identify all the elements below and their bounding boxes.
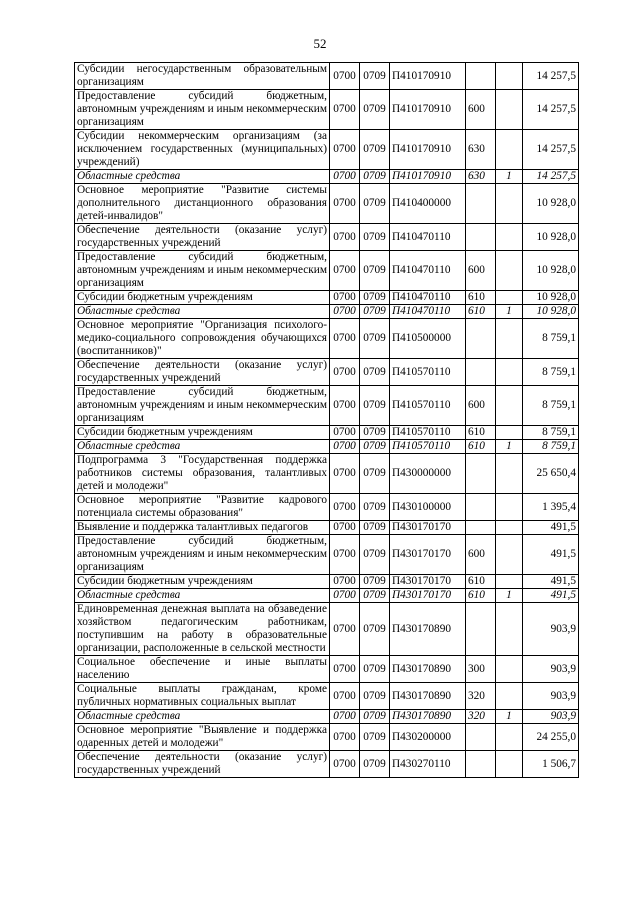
- row-source-code: [496, 319, 523, 359]
- row-name: Единовременная денежная выплата на обзаведение хозяйством педагогическим работникам, поступившим на работу в образовательные организации, расположенные в сельской местности: [75, 603, 330, 656]
- row-source-code: 1: [496, 170, 523, 184]
- row-name: Социальные выплаты гражданам, кроме публичных нормативных социальных выплат: [75, 683, 330, 710]
- row-target-article: П410170910: [390, 63, 466, 90]
- row-expense-type: [466, 521, 496, 535]
- row-section-code: 0700: [330, 589, 360, 603]
- row-source-code: [496, 184, 523, 224]
- table-row: [75, 291, 579, 305]
- row-target-article: П410470110: [390, 291, 466, 305]
- row-target-article: П430170170: [390, 589, 466, 603]
- row-name: Областные средства: [75, 305, 330, 319]
- row-expense-type: [466, 319, 496, 359]
- row-name: Областные средства: [75, 589, 330, 603]
- row-source-code: [496, 521, 523, 535]
- row-subsection-code: 0709: [360, 291, 390, 305]
- table-row: [75, 184, 579, 224]
- row-subsection-code: 0709: [360, 454, 390, 494]
- row-subsection-code: 0709: [360, 751, 390, 778]
- row-target-article: П430170170: [390, 535, 466, 575]
- row-subsection-code: 0709: [360, 305, 390, 319]
- row-subsection-code: 0709: [360, 603, 390, 656]
- table-row: [75, 359, 579, 386]
- row-name: Субсидии бюджетным учреждениям: [75, 575, 330, 589]
- row-amount: 24 255,0: [523, 724, 579, 751]
- table-row: [75, 710, 579, 724]
- row-section-code: 0700: [330, 575, 360, 589]
- row-source-code: [496, 683, 523, 710]
- row-target-article: П410470110: [390, 305, 466, 319]
- row-target-article: П410570110: [390, 359, 466, 386]
- row-subsection-code: 0709: [360, 724, 390, 751]
- row-amount: 8 759,1: [523, 426, 579, 440]
- row-section-code: 0700: [330, 426, 360, 440]
- row-amount: 10 928,0: [523, 251, 579, 291]
- row-section-code: 0700: [330, 386, 360, 426]
- table-row: [75, 535, 579, 575]
- table-row: [75, 170, 579, 184]
- row-name: Предоставление субсидий бюджетным, автономным учреждениям и иным некоммерческим организациям: [75, 90, 330, 130]
- page-number: 52: [313, 36, 327, 51]
- table-row: [75, 319, 579, 359]
- row-subsection-code: 0709: [360, 224, 390, 251]
- row-expense-type: 610: [466, 305, 496, 319]
- row-amount: 1 395,4: [523, 494, 579, 521]
- row-name: Основное мероприятие "Выявление и поддержка одаренных детей и молодежи": [75, 724, 330, 751]
- row-target-article: П430170170: [390, 575, 466, 589]
- row-source-code: [496, 724, 523, 751]
- row-source-code: [496, 291, 523, 305]
- row-source-code: [496, 656, 523, 683]
- row-source-code: [496, 90, 523, 130]
- row-target-article: П410570110: [390, 386, 466, 426]
- row-expense-type: 610: [466, 291, 496, 305]
- table-row: [75, 683, 579, 710]
- row-expense-type: 600: [466, 251, 496, 291]
- row-amount: 903,9: [523, 683, 579, 710]
- row-amount: 8 759,1: [523, 319, 579, 359]
- table-row: [75, 90, 579, 130]
- row-amount: 14 257,5: [523, 130, 579, 170]
- row-target-article: П410500000: [390, 319, 466, 359]
- row-expense-type: [466, 184, 496, 224]
- row-subsection-code: 0709: [360, 575, 390, 589]
- row-expense-type: [466, 359, 496, 386]
- row-amount: 491,5: [523, 575, 579, 589]
- row-subsection-code: 0709: [360, 63, 390, 90]
- row-name: Основное мероприятие "Развитие системы дополнительного дистанционного образования детей-инвалидов": [75, 184, 330, 224]
- row-subsection-code: 0709: [360, 386, 390, 426]
- row-source-code: [496, 603, 523, 656]
- row-subsection-code: 0709: [360, 656, 390, 683]
- row-name: Областные средства: [75, 710, 330, 724]
- row-target-article: П430170890: [390, 656, 466, 683]
- row-name: Основное мероприятие "Организация психолого-медико-социального сопровождения обучающихся (воспитанников)": [75, 319, 330, 359]
- row-source-code: [496, 130, 523, 170]
- row-source-code: 1: [496, 440, 523, 454]
- row-section-code: 0700: [330, 683, 360, 710]
- row-amount: 14 257,5: [523, 63, 579, 90]
- row-name: Субсидии негосударственным образовательным организациям: [75, 63, 330, 90]
- row-section-code: 0700: [330, 305, 360, 319]
- row-section-code: 0700: [330, 130, 360, 170]
- row-amount: 14 257,5: [523, 90, 579, 130]
- row-name: Обеспечение деятельности (оказание услуг) государственных учреждений: [75, 359, 330, 386]
- row-name: Предоставление субсидий бюджетным, автономным учреждениям и иным некоммерческим организациям: [75, 535, 330, 575]
- row-section-code: 0700: [330, 710, 360, 724]
- row-target-article: П430270110: [390, 751, 466, 778]
- budget-table: [74, 62, 579, 778]
- row-amount: 10 928,0: [523, 291, 579, 305]
- row-amount: 491,5: [523, 535, 579, 575]
- row-subsection-code: 0709: [360, 184, 390, 224]
- row-subsection-code: 0709: [360, 90, 390, 130]
- row-target-article: П430200000: [390, 724, 466, 751]
- row-source-code: [496, 386, 523, 426]
- row-amount: 10 928,0: [523, 224, 579, 251]
- row-target-article: П430170890: [390, 710, 466, 724]
- table-row: [75, 426, 579, 440]
- row-source-code: [496, 251, 523, 291]
- row-target-article: П410170910: [390, 170, 466, 184]
- row-amount: 8 759,1: [523, 359, 579, 386]
- row-target-article: П410170910: [390, 130, 466, 170]
- row-section-code: 0700: [330, 90, 360, 130]
- row-section-code: 0700: [330, 359, 360, 386]
- row-section-code: 0700: [330, 291, 360, 305]
- row-amount: 903,9: [523, 710, 579, 724]
- row-section-code: 0700: [330, 454, 360, 494]
- row-section-code: 0700: [330, 751, 360, 778]
- row-subsection-code: 0709: [360, 589, 390, 603]
- row-name: Основное мероприятие "Развитие кадрового потенциала системы образования": [75, 494, 330, 521]
- row-section-code: 0700: [330, 724, 360, 751]
- row-section-code: 0700: [330, 535, 360, 575]
- row-subsection-code: 0709: [360, 170, 390, 184]
- row-source-code: [496, 751, 523, 778]
- row-name: Выявление и поддержка талантливых педагогов: [75, 521, 330, 535]
- row-expense-type: 610: [466, 575, 496, 589]
- row-section-code: 0700: [330, 224, 360, 251]
- row-amount: 1 506,7: [523, 751, 579, 778]
- row-section-code: 0700: [330, 63, 360, 90]
- row-subsection-code: 0709: [360, 251, 390, 291]
- row-subsection-code: 0709: [360, 710, 390, 724]
- row-subsection-code: 0709: [360, 683, 390, 710]
- table-row: [75, 386, 579, 426]
- row-expense-type: [466, 454, 496, 494]
- row-section-code: 0700: [330, 319, 360, 359]
- row-section-code: 0700: [330, 440, 360, 454]
- row-expense-type: 610: [466, 426, 496, 440]
- row-name: Субсидии бюджетным учреждениям: [75, 426, 330, 440]
- row-section-code: 0700: [330, 603, 360, 656]
- row-name: Подпрограмма 3 "Государственная поддержка работников системы образования, талантливых детей и молодежи": [75, 454, 330, 494]
- row-subsection-code: 0709: [360, 521, 390, 535]
- row-expense-type: [466, 751, 496, 778]
- row-expense-type: [466, 224, 496, 251]
- table-row: [75, 589, 579, 603]
- row-target-article: П430170890: [390, 603, 466, 656]
- row-target-article: П410470110: [390, 251, 466, 291]
- row-amount: 10 928,0: [523, 305, 579, 319]
- row-section-code: 0700: [330, 656, 360, 683]
- row-source-code: [496, 454, 523, 494]
- row-source-code: [496, 494, 523, 521]
- row-subsection-code: 0709: [360, 494, 390, 521]
- row-name: Обеспечение деятельности (оказание услуг) государственных учреждений: [75, 224, 330, 251]
- row-target-article: П430170170: [390, 521, 466, 535]
- row-amount: 491,5: [523, 521, 579, 535]
- row-name: Областные средства: [75, 440, 330, 454]
- row-section-code: 0700: [330, 521, 360, 535]
- row-name: Обеспечение деятельности (оказание услуг) государственных учреждений: [75, 751, 330, 778]
- row-target-article: П410400000: [390, 184, 466, 224]
- row-source-code: 1: [496, 710, 523, 724]
- table-row: [75, 224, 579, 251]
- row-section-code: 0700: [330, 170, 360, 184]
- row-amount: 25 650,4: [523, 454, 579, 494]
- row-expense-type: 320: [466, 683, 496, 710]
- row-expense-type: 600: [466, 90, 496, 130]
- row-name: Предоставление субсидий бюджетным, автономным учреждениям и иным некоммерческим организациям: [75, 386, 330, 426]
- row-source-code: [496, 63, 523, 90]
- row-target-article: П430000000: [390, 454, 466, 494]
- table-row: [75, 440, 579, 454]
- row-expense-type: [466, 63, 496, 90]
- table-row: [75, 521, 579, 535]
- row-name: Предоставление субсидий бюджетным, автономным учреждениям и иным некоммерческим организациям: [75, 251, 330, 291]
- row-target-article: П430100000: [390, 494, 466, 521]
- row-expense-type: 610: [466, 440, 496, 454]
- row-name: Субсидии бюджетным учреждениям: [75, 291, 330, 305]
- row-amount: 491,5: [523, 589, 579, 603]
- row-target-article: П410470110: [390, 224, 466, 251]
- row-target-article: П410570110: [390, 426, 466, 440]
- row-expense-type: 320: [466, 710, 496, 724]
- row-expense-type: 630: [466, 170, 496, 184]
- row-amount: 903,9: [523, 603, 579, 656]
- row-section-code: 0700: [330, 251, 360, 291]
- table-row: [75, 63, 579, 90]
- table-row: [75, 251, 579, 291]
- row-name: Областные средства: [75, 170, 330, 184]
- row-amount: 14 257,5: [523, 170, 579, 184]
- row-source-code: [496, 575, 523, 589]
- row-expense-type: 630: [466, 130, 496, 170]
- table-row: [75, 494, 579, 521]
- row-subsection-code: 0709: [360, 535, 390, 575]
- row-expense-type: 610: [466, 589, 496, 603]
- row-source-code: [496, 535, 523, 575]
- row-target-article: П430170890: [390, 683, 466, 710]
- row-subsection-code: 0709: [360, 130, 390, 170]
- table-body: [75, 63, 579, 778]
- row-section-code: 0700: [330, 184, 360, 224]
- row-expense-type: 600: [466, 386, 496, 426]
- row-subsection-code: 0709: [360, 440, 390, 454]
- table-row: [75, 603, 579, 656]
- row-amount: 903,9: [523, 656, 579, 683]
- table-row: [75, 656, 579, 683]
- table-row: [75, 724, 579, 751]
- row-source-code: 1: [496, 305, 523, 319]
- row-subsection-code: 0709: [360, 359, 390, 386]
- row-source-code: [496, 359, 523, 386]
- row-expense-type: [466, 494, 496, 521]
- row-name: Субсидии некоммерческим организациям (за исключением государственных (муниципальных) учреждений): [75, 130, 330, 170]
- row-target-article: П410570110: [390, 440, 466, 454]
- row-source-code: [496, 224, 523, 251]
- row-expense-type: 300: [466, 656, 496, 683]
- row-amount: 10 928,0: [523, 184, 579, 224]
- row-name: Социальное обеспечение и иные выплаты населению: [75, 656, 330, 683]
- row-source-code: [496, 426, 523, 440]
- row-expense-type: [466, 603, 496, 656]
- row-expense-type: [466, 724, 496, 751]
- table-row: [75, 454, 579, 494]
- row-section-code: 0700: [330, 494, 360, 521]
- row-subsection-code: 0709: [360, 426, 390, 440]
- row-subsection-code: 0709: [360, 319, 390, 359]
- table-row: [75, 305, 579, 319]
- row-target-article: П410170910: [390, 90, 466, 130]
- table-row: [75, 130, 579, 170]
- table-row: [75, 751, 579, 778]
- row-expense-type: 600: [466, 535, 496, 575]
- table-row: [75, 575, 579, 589]
- row-source-code: 1: [496, 589, 523, 603]
- row-amount: 8 759,1: [523, 440, 579, 454]
- row-amount: 8 759,1: [523, 386, 579, 426]
